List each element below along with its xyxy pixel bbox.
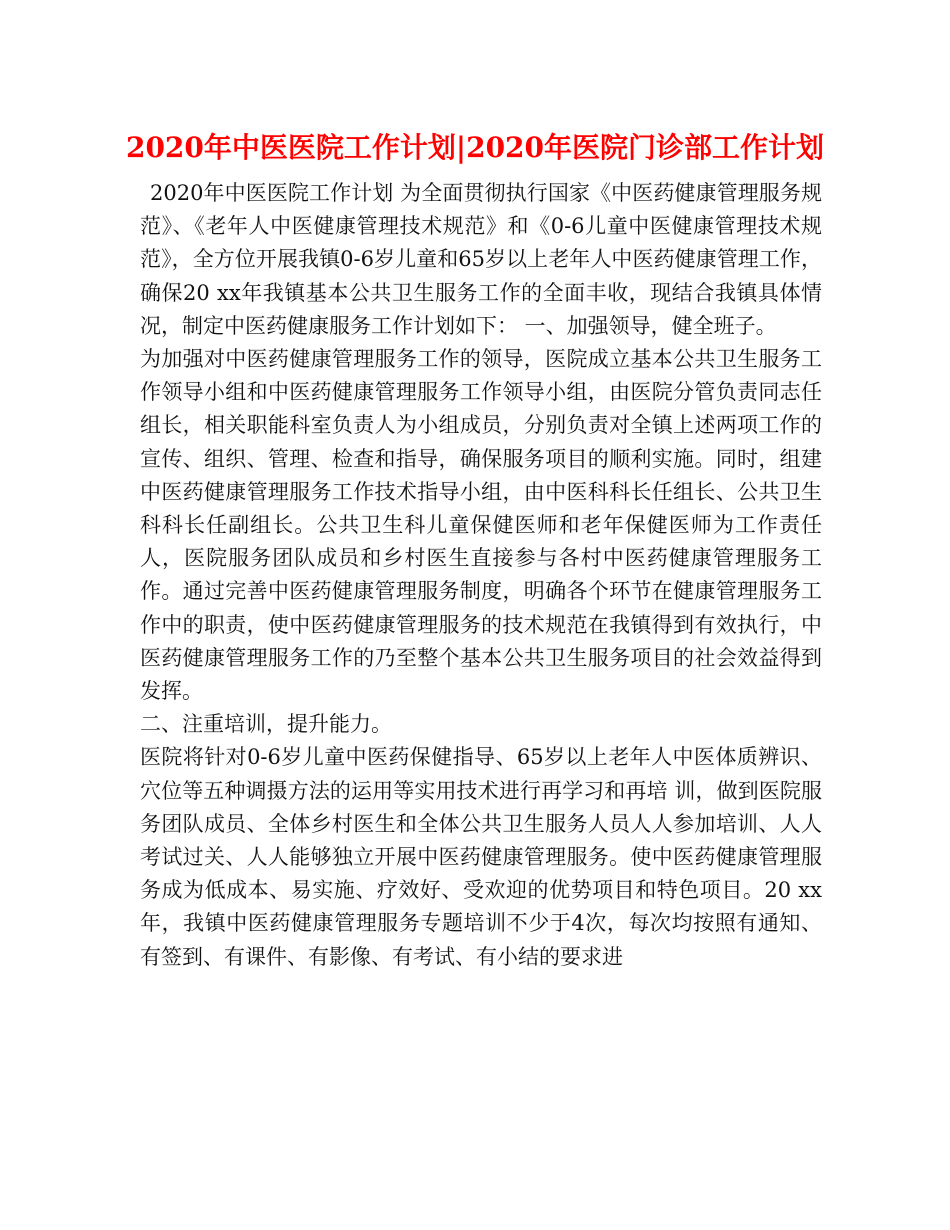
document-body [140,177,822,974]
paragraph-leadership: 为加强对中医药健康管理服务工作的领导，医院成立基本公共卫生服务工作领导小组和中医药健康管理服务工作领导小组，由医院分管负责同志任组长，相关职能科室负责人为小组成员，分别负责对全镇上述两项工作的宣传、组织、管理、检查和指导，确保服务项目的顺利实施。同时，组建中医药健康管理服务工作技术指导小组，由中医科科长任组长、公共卫生科科长任副组长。公共卫生科儿童保健医师和老年保健医师为工作责任人，医院服务团队成员和乡村医生直接参与各村中医药健康管理服务工作。通过完善中医药健康管理服务制度，明确各个环节在健康管理服务工作中的职责，使中医药健康管理服务的技术规范在我镇得到有效执行，中医药健康管理服务工作的乃至整个基本公共卫生服务项目的社会效益得到发挥。 [140,347,822,704]
paragraph-intro: 2020年中医医院工作计划 为全面贯彻执行国家《中医药健康管理服务规范》、《老年人中医健康管理技术规范》和《0-6儿童中医健康管理技术规范》，全方位开展我镇0-6岁儿童和65岁以上老年人中医药健康管理工作，确保20 xx年我镇基本公共卫生服务工作的全面丰收，现结合我镇具体情况，制定中医药健康服务工作计划如下： 一、加强领导，健全班子。 [140,181,822,338]
document-title: 2020年中医医院工作计划|2020年医院门诊部工作计划 [125,131,825,164]
section-heading-training: 二、注重培训，提升能力。 [140,712,392,737]
paragraph-training: 医院将针对0-6岁儿童中医药保健指导、65岁以上老年人中医体质辨识、穴位等五种调摄方法的运用等实用技术进行再学习和再培 训，做到医院服务团队成员、全体乡村医生和全体公共卫生服务人员人人参加培训、人人考试过关、人人能够独立开展中医药健康管理服务。使中医药健康管理服务成为低成本、易实施、疗效好、受欢迎的优势项目和特色项目。20 xx年，我镇中医药健康管理服务专题培训不少于4次，每次均按照有通知、有签到、有课件、有影像、有考试、有小结的要求进 [140,745,822,969]
